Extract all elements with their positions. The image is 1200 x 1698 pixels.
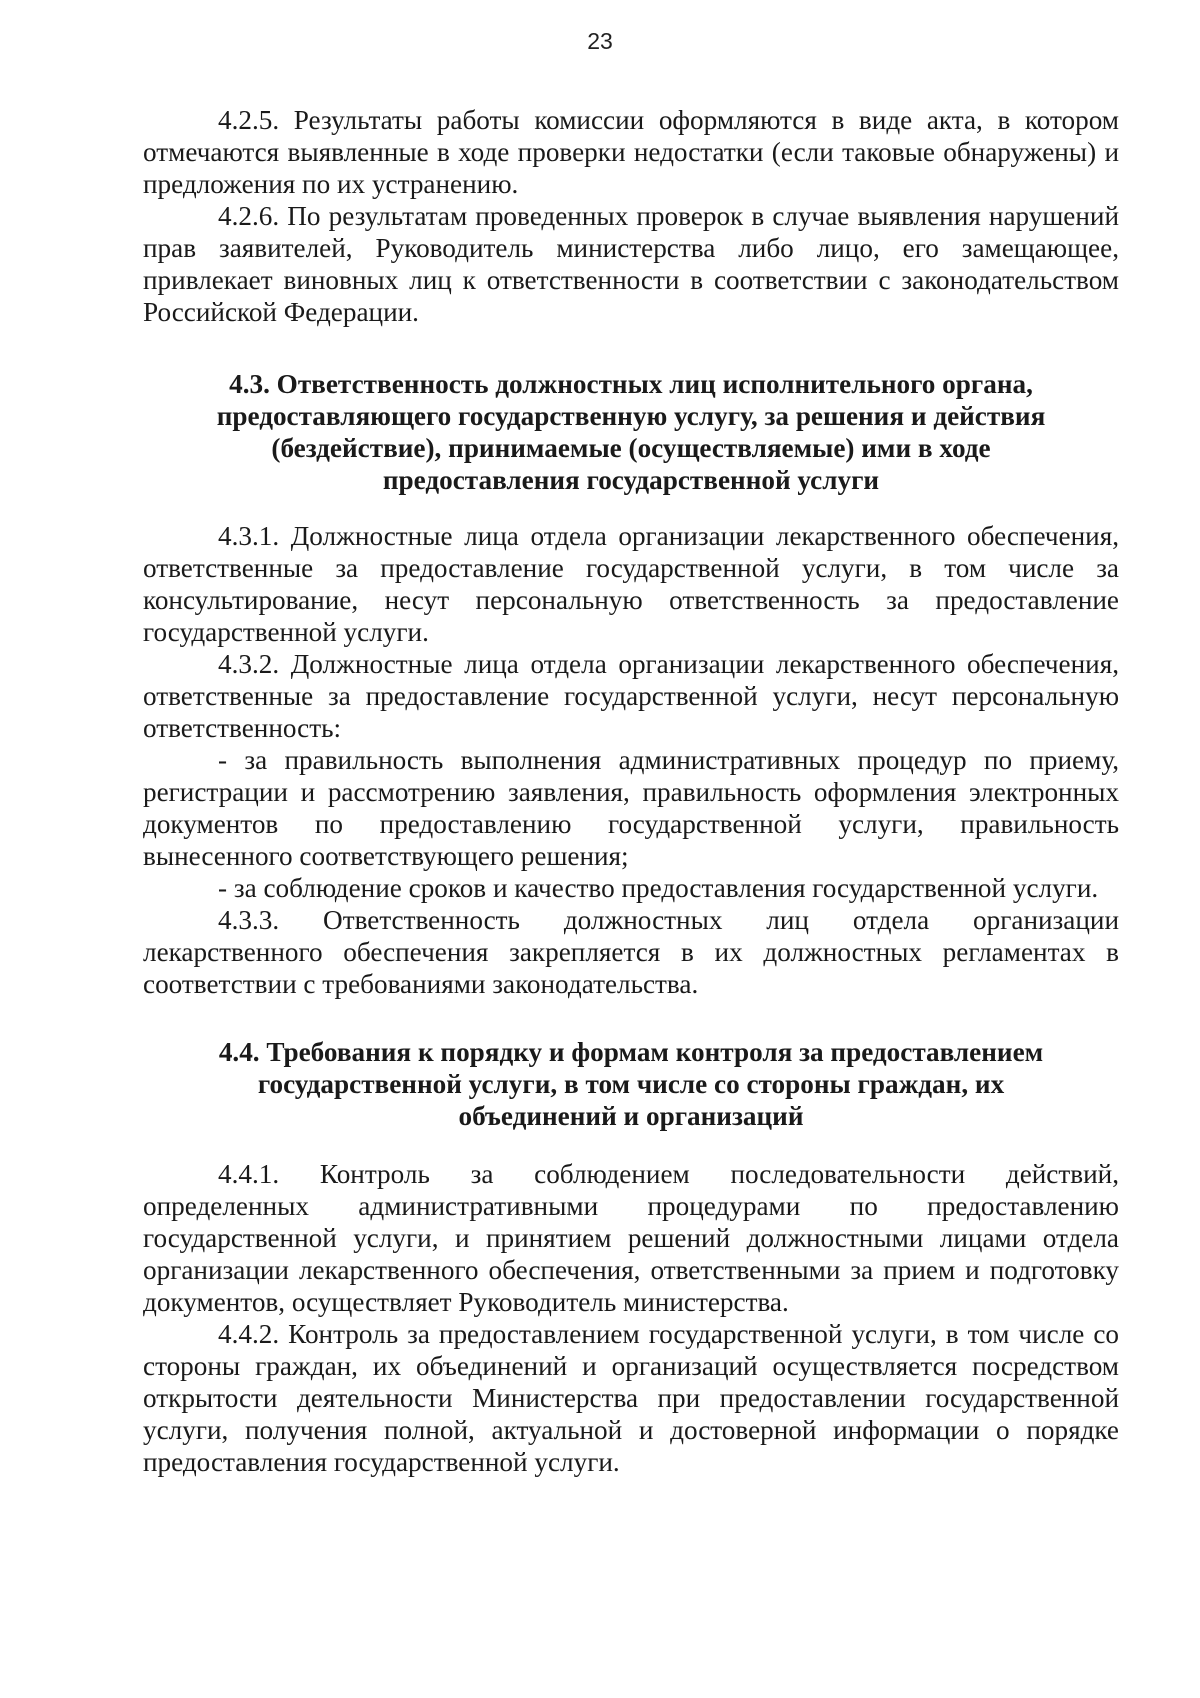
paragraph-4-2-5: 4.2.5. Результаты работы комиссии оформляются в виде акта, в котором отмечаются выявленные в ходе проверки недостатки (если таковые обнаружены) и предложения по их устранению. [143, 105, 1119, 199]
list-item-procedures: - за правильность выполнения административных процедур по приему, регистрации и рассмотрению заявления, правильность оформления электронных документов по предоставлению государственной услуги, правильность вынесенного соответствующего решения; [143, 745, 1119, 871]
paragraph-4-4-1: 4.4.1. Контроль за соблюдением последовательности действий, определенных административными процедурами по предоставлению государственной услуги, и принятием решений должностными лицами отдела организации лекарственного обеспечения, ответственными за прием и подготовку документов, осуществляет Руководитель министерства. [143, 1159, 1119, 1317]
heading-4-3 [143, 368, 1119, 496]
paragraph-4-3-3: 4.3.3. Ответственность должностных лиц отдела организации лекарственного обеспечения закрепляется в их должностных регламентах в соответствии с требованиями законодательства. [143, 905, 1119, 999]
paragraph-4-3-2: 4.3.2. Должностные лица отдела организации лекарственного обеспечения, ответственные за предоставление государственной услуги, несут персональную ответственность: [143, 649, 1119, 743]
heading-4-3-line: предоставления государственной услуги [382, 465, 880, 495]
heading-4-4-line: государственной услуги, в том числе со стороны граждан, их [257, 1069, 1005, 1099]
section-4-4-paragraphs [143, 1158, 1119, 1478]
heading-4-3-line: (бездействие), принимаемые (осуществляемые) ими в ходе [271, 433, 991, 463]
heading-4-4 [143, 1036, 1119, 1132]
section-4-2-paragraphs [143, 104, 1119, 328]
page-number: 23 [587, 28, 613, 54]
heading-4-4-line: объединений и организаций [458, 1101, 804, 1131]
paragraph-4-3-1: 4.3.1. Должностные лица отдела организации лекарственного обеспечения, ответственные за предоставление государственной услуги, в том числе за консультирование, несут персональную ответственность за предоставление государственной услуги. [143, 521, 1119, 647]
heading-4-3-line: 4.3. Ответственность должностных лиц исполнительного органа, [229, 369, 1033, 399]
heading-4-4-line: 4.4. Требования к порядку и формам контроля за предоставлением [218, 1037, 1044, 1067]
paragraph-4-2-6: 4.2.6. По результатам проведенных проверок в случае выявления нарушений прав заявителей, Руководитель министерства либо лицо, его замещающее, привлекает виновных лиц к ответственности в соответствии с законодательством Российской Федерации. [143, 201, 1119, 327]
list-item-deadlines: - за соблюдение сроков и качество предоставления государственной услуги. [218, 873, 1099, 903]
heading-4-3-line: предоставляющего государственную услугу, за решения и действия [216, 401, 1046, 431]
paragraph-4-4-2: 4.4.2. Контроль за предоставлением государственной услуги, в том числе со стороны граждан, их объединений и организаций осуществляется посредством открытости деятельности Министерства при предоставлении государственной услуги, получения полной, актуальной и достоверной информации о порядке предоставления государственной услуги. [143, 1319, 1119, 1477]
section-4-3-paragraphs [143, 520, 1119, 1000]
